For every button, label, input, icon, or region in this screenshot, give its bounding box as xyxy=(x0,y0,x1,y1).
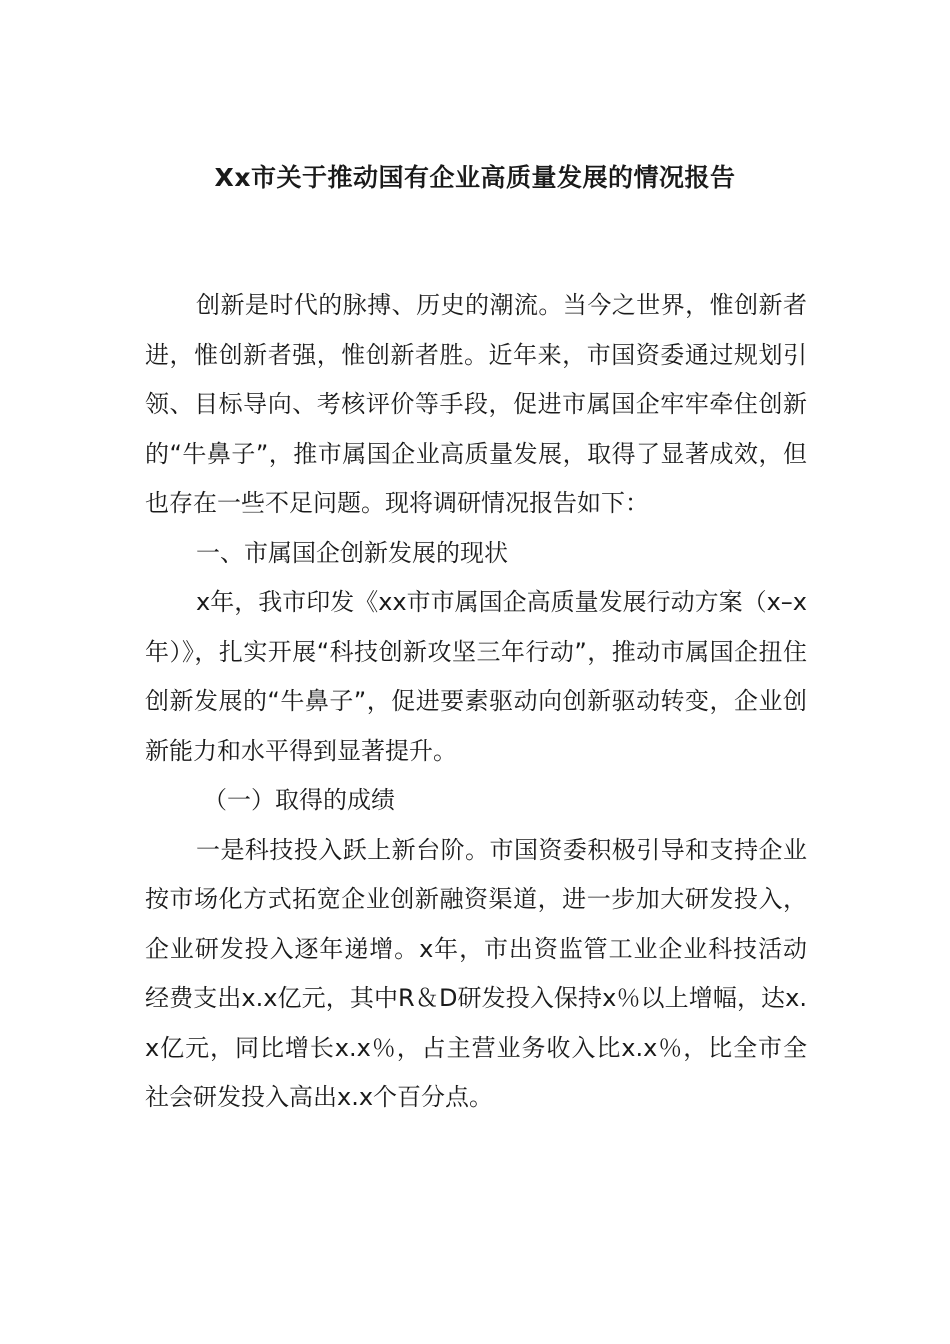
section-paragraph: x年，我市印发《xx市市属国企高质量发展行动方案（x–x年）》，扎实开展“科技创新攻坚三年行动”，推动市属国企扭住创新发展的“牛鼻子”，促进要素驱动向创新驱动转变，企业创新能力和水平得到显著提升。 xyxy=(145,588,808,765)
point-paragraph: 一是科技投入跃上新台阶。市国资委积极引导和支持企业按市场化方式拓宽企业创新融资渠道，进一步加大研发投入，企业研发投入逐年递增。x年，市出资监管工业企业科技活动经费支出x.x亿元，其中R＆D研发投入保持x％以上增幅，达x.x亿元，同比增长x.x％，占主营业务收入比x.x％，比全市全社会研发投入高出x.x个百分点。 xyxy=(145,835,807,1111)
subsection-heading: （一）取得的成绩 xyxy=(203,786,395,814)
document-title: Xx市关于推动国有企业高质量发展的情况报告 xyxy=(214,163,736,192)
intro-paragraph: 创新是时代的脉搏、历史的潮流。当今之世界，惟创新者进，惟创新者强，惟创新者胜。近年来，市国资委通过规划引领、目标导向、考核评价等手段，促进市属国企牢牢牵住创新的“牛鼻子”，推市属国企业高质量发展，取得了显著成效，但也存在一些不足问题。现将调研情况报告如下： xyxy=(145,291,807,517)
document-body xyxy=(145,281,807,1123)
section-heading: 一、市属国企创新发展的现状 xyxy=(196,538,508,567)
